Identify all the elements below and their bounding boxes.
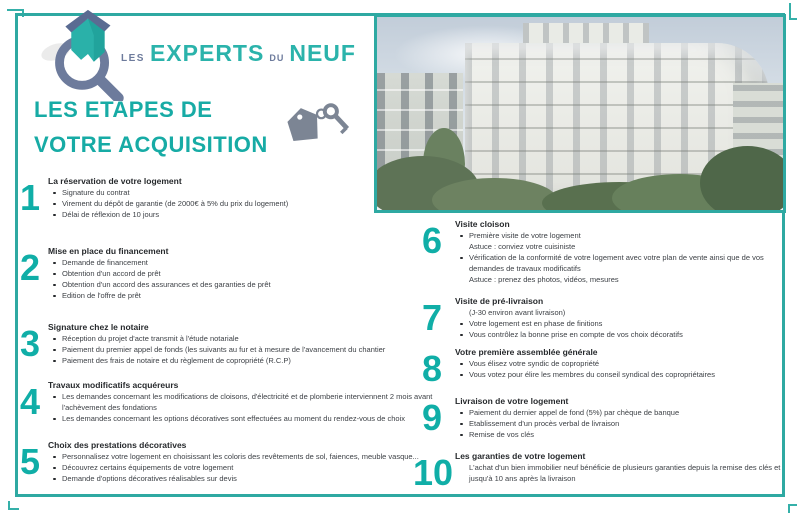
logo-neuf: NEUF bbox=[289, 40, 356, 66]
step-8-item-1: Vous élisez votre syndic de copropriété bbox=[455, 358, 787, 369]
step-8-body bbox=[455, 347, 787, 380]
step-9-body bbox=[455, 396, 787, 440]
step-1-body bbox=[48, 176, 448, 220]
step-3-item-1: Réception du projet d'acte transmit à l'étude notariale bbox=[48, 333, 448, 344]
step-9-item-1: Paiement du dernier appel de fond (5%) par chèque de banque bbox=[455, 407, 787, 418]
step-1-title: La réservation de votre logement bbox=[48, 176, 182, 186]
step-5-item-3: Demande d'options décoratives réalisables sur devis bbox=[48, 473, 448, 484]
step-2-item-4: Edition de l'offre de prêt bbox=[48, 290, 448, 301]
step-3-body bbox=[48, 322, 448, 366]
step-9-item-2: Etablissement d'un procès verbal de livraison bbox=[455, 418, 787, 429]
step-10-body bbox=[455, 451, 787, 484]
step-5-body bbox=[48, 440, 448, 484]
step-2-item-2: Obtention d'un accord de prêt bbox=[48, 268, 448, 279]
page-title-line1: LES ETAPES DE bbox=[34, 97, 213, 122]
page-title-line2: VOTRE ACQUISITION bbox=[34, 132, 268, 157]
step-7-number: 7 bbox=[421, 297, 443, 338]
step-5 bbox=[18, 440, 448, 484]
step-4 bbox=[18, 380, 448, 424]
crop-mark-top-right bbox=[789, 3, 797, 20]
step-6-item-4: Astuce : prenez des photos, vidéos, mesures bbox=[469, 275, 619, 284]
step-10 bbox=[413, 451, 787, 492]
crop-mark-bottom-right bbox=[788, 504, 797, 513]
step-6-number: 6 bbox=[421, 220, 443, 261]
step-7-item-3: Vous contrôlez la bonne prise en compte de vos choix décoratifs bbox=[455, 329, 787, 340]
step-3-title: Signature chez le notaire bbox=[48, 322, 149, 332]
step-2-title: Mise en place du financement bbox=[48, 246, 169, 256]
step-9-item-3: Remise de vos clés bbox=[455, 429, 787, 440]
step-8-item-2: Vous votez pour élire les membres du conseil syndical des copropriétaires bbox=[455, 369, 787, 380]
step-2-body bbox=[48, 246, 448, 301]
step-3-number: 3 bbox=[19, 323, 41, 364]
greenery bbox=[700, 146, 786, 213]
page-title bbox=[34, 92, 268, 162]
step-4-body bbox=[48, 380, 448, 424]
logo-les: LES bbox=[121, 53, 145, 64]
step-10-title: Les garanties de votre logement bbox=[455, 451, 586, 461]
step-1 bbox=[18, 176, 448, 220]
step-3-item-3: Paiement des frais de notaire et du règlement de copropriété (R.C.P) bbox=[48, 355, 448, 366]
step-1-number: 1 bbox=[19, 177, 41, 218]
keys-icon bbox=[278, 97, 356, 155]
step-10-number: 10 bbox=[413, 452, 454, 493]
step-4-item-1: Les demandes concernant les modifications de cloisons, d'électricité et de plomberie interviennent 2 mois avant l'achèvement des fondations bbox=[48, 391, 448, 413]
step-7 bbox=[413, 296, 787, 340]
step-5-item-2: Découvrez certains équipements de votre logement bbox=[48, 462, 448, 473]
steps-column-left bbox=[18, 176, 448, 484]
house-magnifier-icon bbox=[36, 3, 134, 101]
step-10-item-1: L'achat d'un bien immobilier neuf bénéficie de plusieurs garanties depuis la remise des clés et jusqu'à 10 ans après la livraison bbox=[469, 463, 781, 483]
step-6-item-2: Astuce : conviez votre cuisiniste bbox=[469, 242, 576, 251]
step-6-item-3: Vérification de la conformité de votre logement avec votre plan de vente ainsi que de vos demandes de travaux modificatifs bbox=[455, 252, 787, 274]
step-7-item-2: Votre logement est en phase de finitions bbox=[455, 318, 787, 329]
step-6-item-1: Première visite de votre logement bbox=[455, 230, 787, 241]
step-9-title: Livraison de votre logement bbox=[455, 396, 569, 406]
step-3 bbox=[18, 322, 448, 366]
logo-wordmark bbox=[121, 40, 356, 67]
step-5-title: Choix des prestations décoratives bbox=[48, 440, 187, 450]
logo-du: DU bbox=[269, 53, 285, 63]
step-4-title: Travaux modificatifs acquéreurs bbox=[48, 380, 179, 390]
steps-column-right bbox=[413, 219, 787, 492]
step-2-number: 2 bbox=[19, 247, 41, 288]
step-3-item-2: Paiement du premier appel de fonds (les suivants au fur et à mesure de l'avancement du chantier bbox=[48, 344, 448, 355]
step-8-title: Votre première assemblée générale bbox=[455, 347, 598, 357]
step-2-item-1: Demande de financement bbox=[48, 257, 448, 268]
step-5-item-1: Personnalisez votre logement en choisissant les coloris des revêtements de sol, faiences, meuble vasque... bbox=[48, 451, 448, 462]
step-9 bbox=[413, 396, 787, 440]
step-7-item-1: (J-30 environ avant livraison) bbox=[469, 308, 566, 317]
step-1-item-3: Délai de réflexion de 10 jours bbox=[48, 209, 448, 220]
logo-experts: EXPERTS bbox=[149, 40, 265, 66]
crop-mark-bottom-left bbox=[8, 501, 19, 510]
step-4-item-2: Les demandes concernant les options décoratives sont effectuées au moment du rendez-vous de choix bbox=[48, 413, 448, 424]
step-2-item-3: Obtention d'un accord des assurances et des garanties de prêt bbox=[48, 279, 448, 290]
step-1-item-2: Virement du dépôt de garantie (de 2000€ à 5% du prix du logement) bbox=[48, 198, 448, 209]
step-7-body bbox=[455, 296, 787, 340]
step-8 bbox=[413, 347, 787, 388]
step-2 bbox=[18, 246, 448, 301]
step-5-number: 5 bbox=[19, 441, 41, 482]
step-6 bbox=[413, 219, 787, 285]
step-9-number: 9 bbox=[421, 397, 443, 438]
step-8-number: 8 bbox=[421, 348, 443, 389]
step-6-body bbox=[455, 219, 787, 285]
step-7-title: Visite de pré-livraison bbox=[455, 296, 544, 306]
step-4-number: 4 bbox=[19, 381, 41, 422]
step-6-title: Visite cloison bbox=[455, 219, 510, 229]
step-1-item-1: Signature du contrat bbox=[48, 187, 448, 198]
